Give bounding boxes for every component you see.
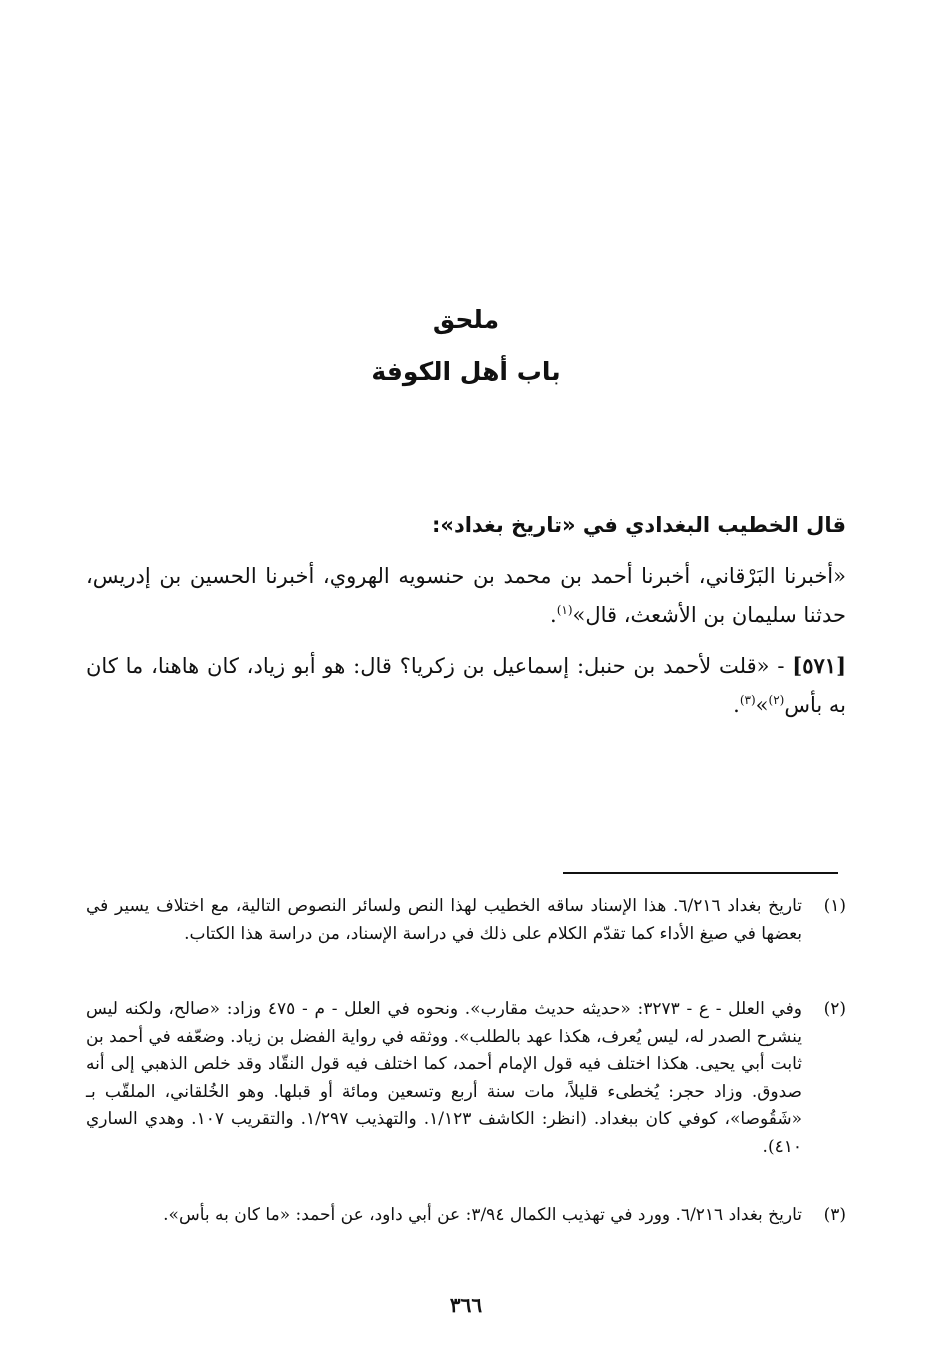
narration-paragraph xyxy=(86,646,846,725)
footnote-ref-1[interactable]: (١) xyxy=(556,603,573,617)
appendix-title: ملحق xyxy=(432,305,500,334)
footnote-2 xyxy=(86,996,846,1161)
footnote-ref-3[interactable]: (٣) xyxy=(739,693,756,707)
footnote-text: وفي العلل - ع - ٣٢٧٣: «حديثه حديث مقارب». ونحوه في العلل - م - ٤٧٥ وزاد: «صالح، ولكنه ليس ينشرح الصدر له، ليس يُعرف، هكذا عهد بالطلب». ووثقه في رواية الفضل بن زياد. وضعّفه في أحمد بن ثابت أبي يحيى. هكذا اختلف فيه قول الإمام أحمد، كما اختلف فيه قول النقّاد وقد خلص الذهبي إلى أنه صدوق. وزاد حجر: يُخطىء قليلاً، مات سنة أربع وتسعين ومائة أو قبلها. وهو الخُلقاني، الملقّب بـ «شَقُوصا»، كوفي كان ببغداد. (انظر: الكاشف ١/١٢٣. والتهذيب ١/٢٩٧. والتقريب ١٠٧. وهدي الساري ٤١٠). xyxy=(86,999,803,1157)
narration-end: . xyxy=(733,693,740,717)
isnad-end: . xyxy=(550,603,557,627)
chapter-title: باب أهل الكوفة xyxy=(371,357,561,386)
intro-line: قال الخطيب البغدادي في «تاريخ بغداد»: xyxy=(431,513,846,537)
isnad-paragraph xyxy=(86,557,846,635)
footnote-number: (١) xyxy=(823,896,846,916)
footnote-ref-2[interactable]: (٢) xyxy=(768,693,785,707)
narration-number: [٥٧١] xyxy=(792,653,846,678)
footnote-number: (٢) xyxy=(823,999,846,1019)
footnote-separator xyxy=(563,872,838,874)
footnote-text: تاريخ بغداد ٦/٢١٦. وورد في تهذيب الكمال ٣/٩٤: عن أبي داود، عن أحمد: «ما كان به بأس». xyxy=(163,1205,802,1225)
page-number: ٣٦٦ xyxy=(449,1293,483,1317)
narration-text: - «قلت لأحمد بن حنبل: إسماعيل بن زكريا؟ قال: هو أبو زياد، كان هاهنا، ما كان به بأس xyxy=(86,654,846,717)
footnote-text: تاريخ بغداد ٦/٢١٦. هذا الإسناد ساقه الخطيب لهذا النص ولسائر النصوص التالية، مع اختلاف يسير في بعضها في صيغ الأداء كما تقدّم الكلام على ذلك في دراسة الإسناد، من دراسة هذا الكتاب. xyxy=(86,896,802,944)
narration-quote-close: » xyxy=(755,693,769,717)
footnote-3 xyxy=(86,1202,846,1230)
isnad-text: «أخبرنا البَرْقاني، أخبرنا أحمد بن محمد بن حنسويه الهروي، أخبرنا الحسين بن إدريس، حدثنا سليمان بن الأشعث، قال» xyxy=(86,564,846,627)
footnote-1 xyxy=(86,893,846,948)
footnote-number: (٣) xyxy=(823,1205,846,1225)
